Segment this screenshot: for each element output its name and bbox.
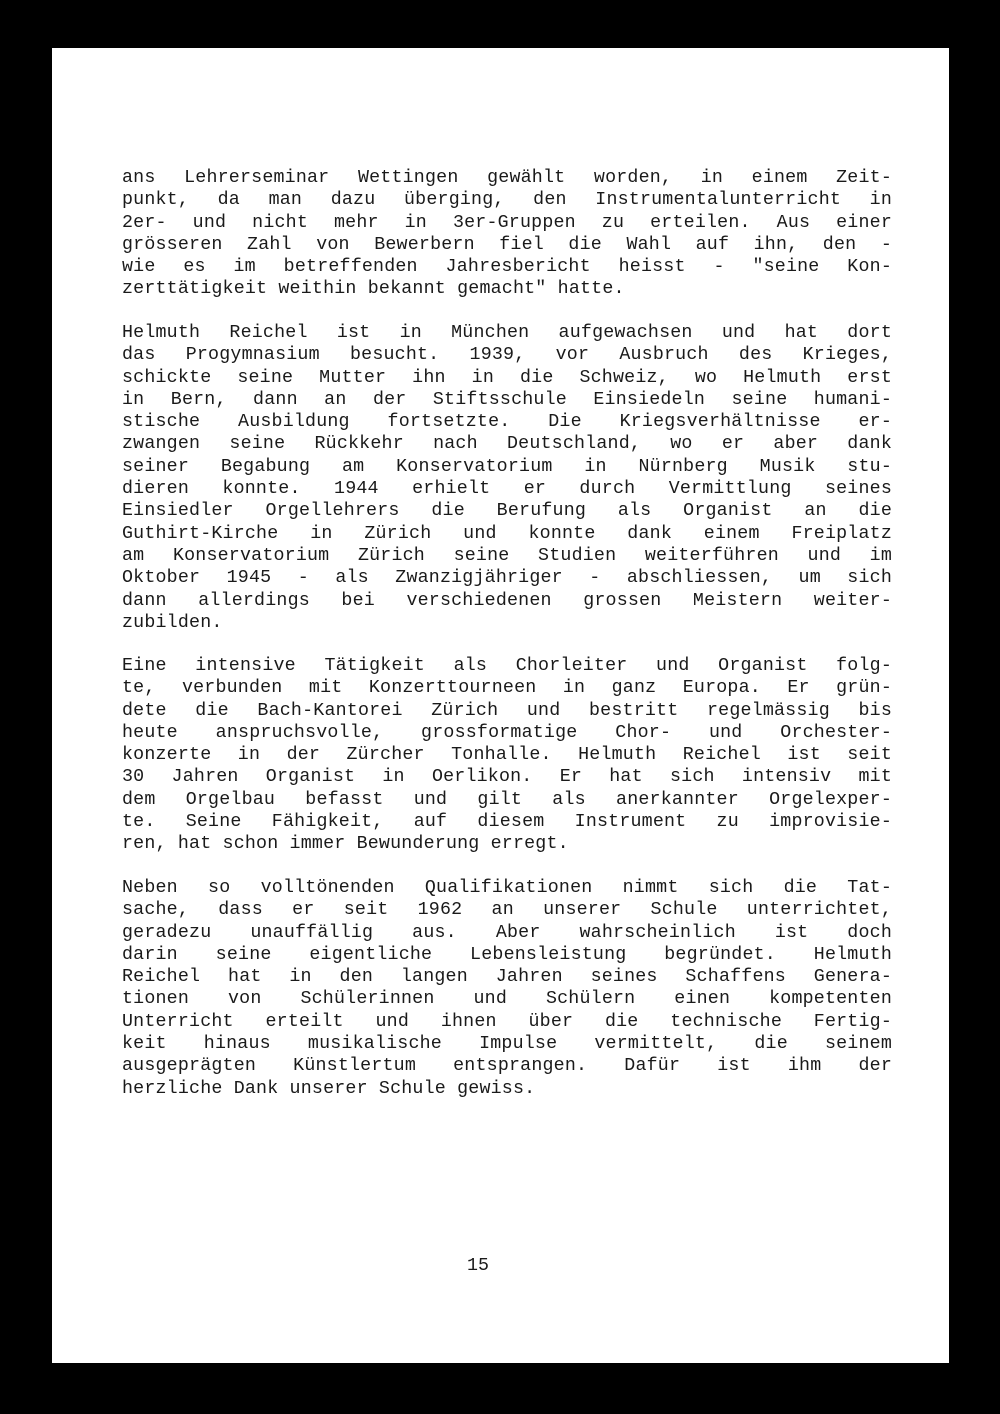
page-number: 15: [467, 1256, 489, 1276]
text-line: geradezu unauffällig aus. Aber wahrscheinlich ist doch: [122, 922, 892, 943]
text-line: tionen von Schülerinnen und Schülern einen kompetenten: [122, 989, 892, 1010]
text-line: in Bern, dann an der Stiftsschule Einsiedeln seine humani-: [122, 389, 892, 410]
text-line: zubilden.: [122, 612, 223, 633]
text-line: heute anspruchsvolle, grossformatige Chor- und Orchester-: [122, 722, 892, 743]
text-line: Oktober 1945 - als Zwanzigjähriger - abschliessen, um sich: [122, 568, 892, 589]
text-line: Guthirt-Kirche in Zürich und konnte dank einem Freiplatz: [122, 523, 892, 544]
text-line: grösseren Zahl von Bewerbern fiel die Wahl auf ihn, den -: [122, 234, 892, 255]
text-line: ausgeprägten Künstlertum entsprangen. Dafür ist ihm der: [122, 1056, 892, 1077]
text-line: dem Orgelbau befasst und gilt als anerkannter Orgelexper-: [122, 789, 892, 810]
text-line: te. Seine Fähigkeit, auf diesem Instrument zu improvisie-: [122, 812, 892, 833]
text-line: schickte seine Mutter ihn in die Schweiz, wo Helmuth erst: [122, 367, 892, 388]
text-line: Eine intensive Tätigkeit als Chorleiter und Organist folg-: [122, 656, 892, 676]
text-line: am Konservatorium Zürich seine Studien weiterführen und im: [122, 545, 892, 566]
paragraph-3: [122, 655, 892, 856]
text-line: 30 Jahren Organist in Oerlikon. Er hat sich intensiv mit: [122, 767, 892, 788]
text-line: 2er- und nicht mehr in 3er-Gruppen zu erteilen. Aus einer: [122, 212, 892, 233]
text-line: dete die Bach-Kantorei Zürich und bestritt regelmässig bis: [122, 700, 892, 721]
text-line: Reichel hat in den langen Jahren seines Schaffens Genera-: [122, 967, 892, 988]
paragraph-2: [122, 322, 892, 634]
text-line: dieren konnte. 1944 erhielt er durch Vermittlung seines: [122, 479, 892, 500]
text-line: stische Ausbildung fortsetzte. Die Kriegsverhältnisse er-: [122, 412, 892, 433]
text-line: punkt, da man dazu überging, den Instrumentalunterricht in: [122, 190, 892, 211]
text-line: dann allerdings bei verschiedenen grossen Meistern weiter-: [122, 590, 892, 611]
text-line: zerttätigkeit weithin bekannt gemacht" hatte.: [122, 279, 625, 300]
paragraph-4: [122, 877, 892, 1100]
text-line: zwangen seine Rückkehr nach Deutschland, wo er aber dank: [122, 434, 892, 455]
text-line: Helmuth Reichel ist in München aufgewachsen und hat dort: [122, 323, 892, 343]
text-line: keit hinaus musikalische Impulse vermittelt, die seinem: [122, 1034, 892, 1055]
text-line: ren, hat schon immer Bewunderung erregt.: [122, 834, 569, 855]
text-line: darin seine eigentliche Lebensleistung begründet. Helmuth: [122, 944, 892, 965]
paragraph-1: [122, 167, 892, 301]
text-line: Neben so volltönenden Qualifikationen nimmt sich die Tat-: [122, 878, 892, 898]
document-page: [52, 48, 949, 1363]
text-line: Unterricht erteilt und ihnen über die technische Fertig-: [122, 1011, 892, 1032]
text-line: Einsiedler Orgellehrers die Berufung als Organist an die: [122, 501, 892, 522]
text-line: ans Lehrerseminar Wettingen gewählt worden, in einem Zeit-: [122, 168, 892, 188]
text-line: sache, dass er seit 1962 an unserer Schule unterrichtet,: [122, 900, 892, 921]
text-line: wie es im betreffenden Jahresbericht heisst - "seine Kon-: [122, 257, 892, 278]
text-line: te, verbunden mit Konzerttourneen in ganz Europa. Er grün-: [122, 678, 892, 699]
text-line: konzerte in der Zürcher Tonhalle. Helmuth Reichel ist seit: [122, 745, 892, 766]
text-line: herzliche Dank unserer Schule gewiss.: [122, 1078, 536, 1099]
text-line: seiner Begabung am Konservatorium in Nürnberg Musik stu-: [122, 456, 892, 477]
text-line: das Progymnasium besucht. 1939, vor Ausbruch des Krieges,: [122, 345, 892, 366]
